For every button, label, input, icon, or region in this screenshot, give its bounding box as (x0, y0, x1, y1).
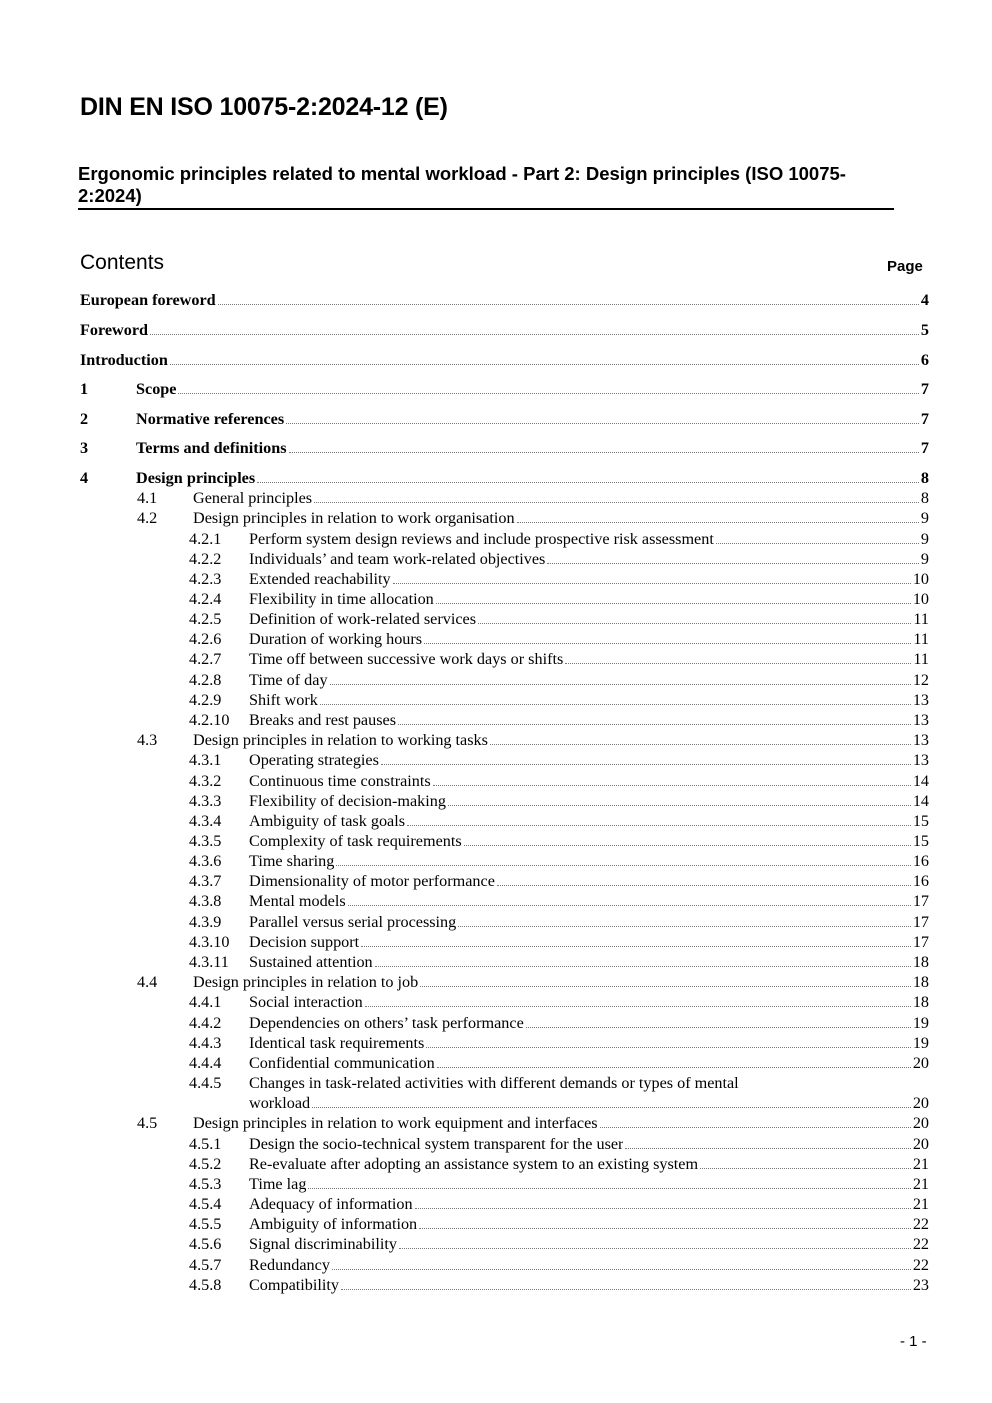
toc-number: 4.4.3 (189, 1034, 222, 1052)
toc-dot-leader (716, 542, 919, 544)
toc-dot-leader (286, 422, 919, 424)
toc-page-number: 21 (912, 1175, 929, 1193)
toc-title: Terms and definitions (136, 439, 287, 457)
toc-number: 4.4.2 (189, 1014, 222, 1032)
toc-title: Design principles in relation to work organisation (193, 509, 515, 527)
toc-title: Foreword (80, 321, 149, 339)
toc-number: 4.3 (137, 731, 158, 749)
toc-entry[interactable] (249, 650, 929, 671)
toc-entry[interactable] (249, 1054, 929, 1075)
toc-entry[interactable] (249, 913, 929, 934)
toc-page-number: 11 (913, 630, 929, 648)
toc-title: Design principles in relation to work equipment and interfaces (193, 1114, 598, 1132)
toc-entry[interactable] (80, 321, 929, 342)
toc-entry[interactable] (193, 973, 929, 994)
toc-entry[interactable] (80, 351, 929, 372)
toc-entry[interactable] (249, 832, 929, 853)
toc-number: 4.2.3 (189, 570, 222, 588)
toc-page-number: 11 (913, 650, 929, 668)
toc-number: 4.3.4 (189, 812, 222, 830)
toc-title: Perform system design reviews and include prospective risk assessment (249, 530, 714, 548)
toc-number: 4.4.1 (189, 993, 222, 1011)
toc-dot-leader (437, 1066, 911, 1068)
toc-page-number: 21 (912, 1195, 929, 1213)
toc-entry[interactable] (249, 751, 929, 772)
toc-entry[interactable] (249, 1235, 929, 1256)
toc-title: Changes in task-related activities with different demands or types of mental (249, 1074, 739, 1092)
toc-number: 4.4.4 (189, 1054, 222, 1072)
toc-dot-leader (320, 703, 911, 705)
toc-page-number: 20 (912, 1114, 929, 1132)
toc-dot-leader (448, 804, 911, 806)
toc-title: Compatibility (249, 1276, 339, 1294)
toc-dot-leader (365, 1005, 911, 1007)
toc-page-number: 22 (912, 1215, 929, 1233)
toc-page-number: 20 (912, 1054, 929, 1072)
toc-title: Duration of working hours (249, 630, 423, 648)
toc-number: 4.3.11 (189, 953, 229, 971)
toc-title: Scope (136, 380, 177, 398)
toc-number: 4.2.7 (189, 650, 222, 668)
toc-number: 4.3.6 (189, 852, 222, 870)
toc-title: Identical task requirements (249, 1034, 425, 1052)
toc-page-number: 10 (912, 570, 929, 588)
toc-title: Flexibility of decision-making (249, 792, 446, 810)
toc-title-continued: workload (249, 1094, 311, 1112)
toc-entry[interactable] (249, 1276, 929, 1297)
toc-entry[interactable] (136, 380, 929, 401)
toc-number: 4.3.8 (189, 892, 222, 910)
toc-title: Re-evaluate after adopting an assistance system to an existing system (249, 1155, 699, 1173)
toc-entry[interactable] (249, 1175, 929, 1196)
toc-dot-leader (314, 501, 919, 503)
toc-dot-leader (178, 392, 918, 394)
toc-entry[interactable] (136, 469, 929, 490)
toc-dot-leader (150, 333, 919, 335)
toc-page-number: 16 (912, 872, 929, 890)
toc-number: 4.5.4 (189, 1195, 222, 1213)
toc-number: 4.5.3 (189, 1175, 222, 1193)
toc-number: 4 (80, 469, 89, 487)
toc-entry[interactable] (249, 570, 929, 591)
toc-dot-leader (625, 1147, 910, 1149)
toc-dot-leader (526, 1026, 911, 1028)
toc-dot-leader (332, 1268, 911, 1270)
toc-entry[interactable] (249, 933, 929, 954)
toc-page-number: 18 (912, 953, 929, 971)
toc-title: Breaks and rest pauses (249, 711, 396, 729)
toc-page-number: 13 (912, 731, 929, 749)
toc-number: 4.5.1 (189, 1135, 222, 1153)
toc-title: Ambiguity of task goals (249, 812, 406, 830)
toc-number: 4.5.5 (189, 1215, 222, 1233)
page-number: - 1 - (900, 1333, 927, 1350)
toc-dot-leader (312, 1106, 911, 1108)
toc-title: European foreword (80, 291, 216, 309)
document-title: DIN EN ISO 10075-2:2024-12 (E) (80, 93, 448, 121)
toc-page-number: 10 (912, 590, 929, 608)
toc-number: 4.2.5 (189, 610, 222, 628)
toc-dot-leader (478, 622, 911, 624)
toc-title: Complexity of task requirements (249, 832, 462, 850)
toc-number: 4.2.2 (189, 550, 222, 568)
toc-number: 4.2.4 (189, 590, 222, 608)
toc-title: Design the socio-technical system transparent for the user (249, 1135, 624, 1153)
toc-dot-leader (341, 1288, 911, 1290)
toc-title: Flexibility in time allocation (249, 590, 434, 608)
toc-dot-leader (700, 1167, 911, 1169)
toc-entry[interactable] (193, 489, 929, 510)
toc-dot-leader (517, 521, 919, 523)
toc-dot-leader (398, 723, 911, 725)
toc-page-number: 12 (912, 671, 929, 689)
toc-entry[interactable] (249, 590, 929, 611)
toc-entry[interactable] (249, 872, 929, 893)
toc-title: Time sharing (249, 852, 335, 870)
toc-title: Dependencies on others’ task performance (249, 1014, 524, 1032)
toc-number: 4.5.2 (189, 1155, 222, 1173)
toc-entry[interactable] (193, 731, 929, 752)
toc-title: Ambiguity of information (249, 1215, 418, 1233)
toc-title: Introduction (80, 351, 168, 369)
toc-entry[interactable] (249, 691, 929, 712)
toc-entry[interactable] (249, 1195, 929, 1216)
toc-number: 2 (80, 410, 89, 428)
toc-entry[interactable] (249, 1256, 929, 1277)
toc-number: 4.3.1 (189, 751, 222, 769)
toc-title: Mental models (249, 892, 346, 910)
toc-number: 4.3.2 (189, 772, 222, 790)
toc-entry[interactable] (249, 671, 929, 692)
toc-page-number: 13 (912, 711, 929, 729)
toc-dot-leader (257, 481, 919, 483)
toc-number: 4.3.9 (189, 913, 222, 931)
toc-title: Signal discriminability (249, 1235, 397, 1253)
toc-dot-leader (458, 925, 911, 927)
toc-dot-leader (565, 662, 911, 664)
toc-title: General principles (193, 489, 313, 507)
toc-number: 3 (80, 439, 89, 457)
toc-dot-leader (218, 303, 919, 305)
toc-entry[interactable] (249, 812, 929, 833)
toc-page-number: 16 (912, 852, 929, 870)
toc-page-number: 17 (912, 913, 929, 931)
toc-entry[interactable] (249, 993, 929, 1014)
toc-page-number: 19 (912, 1014, 929, 1032)
toc-title: Design principles in relation to job (193, 973, 419, 991)
toc-title: Dimensionality of motor performance (249, 872, 495, 890)
toc-page-number: 7 (920, 439, 929, 457)
toc-dot-leader (375, 965, 911, 967)
toc-number: 4.2.9 (189, 691, 222, 709)
toc-page-number: 14 (912, 792, 929, 810)
toc-number: 4.2.10 (189, 711, 230, 729)
toc-entry[interactable] (249, 852, 929, 873)
toc-entry[interactable] (249, 1215, 929, 1236)
toc-entry[interactable] (249, 1034, 929, 1055)
toc-title: Parallel versus serial processing (249, 913, 457, 931)
toc-number: 4.4.5 (189, 1074, 222, 1092)
toc-dot-leader (348, 904, 911, 906)
toc-title: Decision support (249, 933, 360, 951)
toc-page-number: 20 (912, 1094, 929, 1112)
toc-page-number: 7 (920, 380, 929, 398)
toc-title: Sustained attention (249, 953, 373, 971)
toc-title: Adequacy of information (249, 1195, 413, 1213)
toc-number: 4.2 (137, 509, 158, 527)
toc-page-number: 17 (912, 933, 929, 951)
toc-dot-leader (308, 1187, 910, 1189)
toc-number: 4.4 (137, 973, 158, 991)
toc-number: 4.3.3 (189, 792, 222, 810)
toc-entry[interactable] (249, 1155, 929, 1176)
toc-page-number: 15 (912, 812, 929, 830)
toc-dot-leader (399, 1247, 911, 1249)
toc-number: 1 (80, 380, 89, 398)
toc-dot-leader (330, 683, 911, 685)
toc-page-number: 6 (920, 351, 929, 369)
toc-dot-leader (547, 562, 919, 564)
toc-entry[interactable] (249, 711, 929, 732)
toc-page-number: 4 (920, 291, 929, 309)
toc-dot-leader (600, 1126, 911, 1128)
toc-dot-leader (420, 985, 911, 987)
toc-page-number: 20 (912, 1135, 929, 1153)
toc-page-number: 17 (912, 892, 929, 910)
toc-page-number: 13 (912, 691, 929, 709)
toc-number: 4.2.8 (189, 671, 222, 689)
toc-title: Normative references (136, 410, 285, 428)
toc-entry[interactable] (249, 610, 929, 631)
toc-number: 4.5.7 (189, 1256, 222, 1274)
toc-entry[interactable] (249, 530, 929, 551)
toc-number: 4.5.8 (189, 1276, 222, 1294)
toc-entry[interactable] (249, 892, 929, 913)
toc-entry[interactable] (193, 1114, 929, 1135)
toc-entry[interactable] (136, 410, 929, 431)
toc-title: Definition of work-related services (249, 610, 476, 628)
toc-dot-leader (436, 602, 911, 604)
toc-page-number: 5 (920, 321, 929, 339)
toc-entry[interactable] (249, 772, 929, 793)
document-subtitle: Ergonomic principles related to mental workload - Part 2: Design principles (ISO 10075-2:2024) (78, 163, 894, 210)
toc-title: Individuals’ and team work-related objectives (249, 550, 546, 568)
toc-dot-leader (393, 582, 911, 584)
toc-title: Extended reachability (249, 570, 391, 588)
toc-title: Time lag (249, 1175, 307, 1193)
toc-title: Shift work (249, 691, 318, 709)
toc-dot-leader (433, 784, 911, 786)
toc-dot-leader (415, 1207, 911, 1209)
toc-title: Social interaction (249, 993, 363, 1011)
toc-page-number: 14 (912, 772, 929, 790)
toc-page-number: 18 (912, 993, 929, 1011)
toc-page-number: 22 (912, 1235, 929, 1253)
page-column-label: Page (887, 258, 923, 275)
toc-page-number: 21 (912, 1155, 929, 1173)
toc-entry[interactable] (249, 550, 929, 571)
toc-entry[interactable] (136, 439, 929, 460)
toc-page-number: 18 (912, 973, 929, 991)
toc-dot-leader (336, 864, 911, 866)
toc-dot-leader (464, 844, 911, 846)
toc-page-number: 9 (920, 550, 929, 568)
toc-entry[interactable] (249, 630, 929, 651)
toc-entry[interactable] (80, 291, 929, 312)
toc-page-number: 13 (912, 751, 929, 769)
toc-page-number: 19 (912, 1034, 929, 1052)
toc-number: 4.2.1 (189, 530, 222, 548)
toc-dot-leader (490, 743, 911, 745)
toc-dot-leader (381, 763, 911, 765)
toc-dot-leader (170, 363, 919, 365)
toc-entry[interactable] (193, 509, 929, 530)
toc-entry[interactable] (249, 1094, 929, 1115)
toc-dot-leader (426, 1046, 911, 1048)
toc-dot-leader (497, 884, 911, 886)
toc-dot-leader (424, 642, 911, 644)
toc-page-number: 8 (920, 489, 929, 507)
toc-entry[interactable] (249, 792, 929, 813)
toc-dot-leader (419, 1227, 911, 1229)
toc-entry[interactable] (249, 953, 929, 974)
toc-number: 4.3.5 (189, 832, 222, 850)
toc-title: Operating strategies (249, 751, 379, 769)
toc-page-number: 23 (912, 1276, 929, 1294)
toc-page-number: 22 (912, 1256, 929, 1274)
toc-title: Time of day (249, 671, 328, 689)
toc-title: Confidential communication (249, 1054, 435, 1072)
toc-number: 4.3.7 (189, 872, 222, 890)
toc-page-number: 7 (920, 410, 929, 428)
toc-dot-leader (407, 824, 911, 826)
toc-entry[interactable] (249, 1135, 929, 1156)
toc-title: Time off between successive work days or shifts (249, 650, 564, 668)
toc-number: 4.5 (137, 1114, 158, 1132)
toc-title: Design principles in relation to working tasks (193, 731, 488, 749)
toc-number: 4.5.6 (189, 1235, 222, 1253)
toc-title: Design principles (136, 469, 256, 487)
toc-page-number: 11 (913, 610, 929, 628)
toc-page-number: 9 (920, 509, 929, 527)
toc-number: 4.3.10 (189, 933, 230, 951)
toc-title: Continuous time constraints (249, 772, 431, 790)
toc-dot-leader (289, 451, 919, 453)
contents-heading: Contents (80, 251, 165, 274)
toc-page-number: 9 (920, 530, 929, 548)
toc-number: 4.2.6 (189, 630, 222, 648)
toc-page-number: 15 (912, 832, 929, 850)
toc-entry[interactable] (249, 1014, 929, 1035)
toc-dot-leader (361, 945, 911, 947)
toc-page-number: 8 (920, 469, 929, 487)
toc-title: Redundancy (249, 1256, 330, 1274)
toc-number: 4.1 (137, 489, 158, 507)
